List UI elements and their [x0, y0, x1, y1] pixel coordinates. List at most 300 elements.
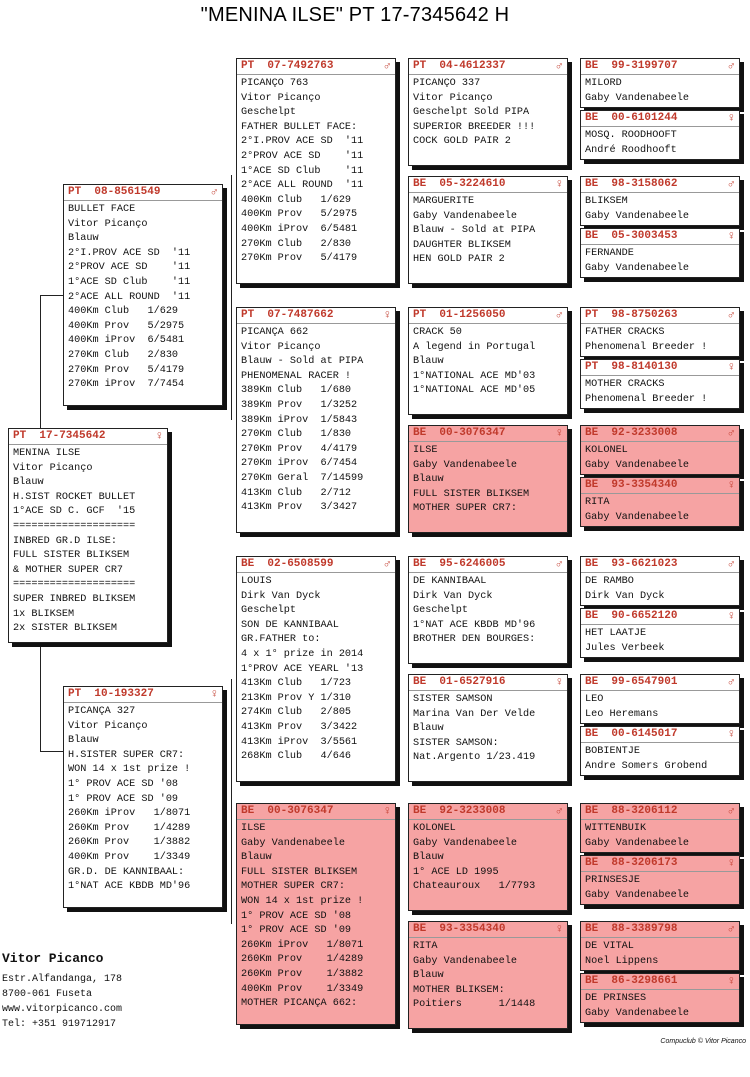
- card-line: 270Km Prov 4/4179: [241, 443, 358, 455]
- card-line: Dirk Van Dyck: [413, 590, 493, 602]
- card-header: [409, 558, 567, 573]
- ring-number: 08-8561549: [94, 186, 161, 198]
- card-header: [409, 427, 567, 442]
- card-line: 4 x 1° prize in 2014: [241, 648, 364, 660]
- card-line: FULL SISTER BLIKSEM: [241, 866, 358, 878]
- card-line: SON DE KANNIBAAL: [241, 619, 339, 631]
- card-line: Gaby Vandenabeele: [585, 92, 689, 104]
- pedigree-card-gen5[interactable]: [580, 803, 740, 853]
- card-header: [237, 60, 395, 75]
- card-line: ====================: [13, 579, 136, 591]
- female-icon: ♀: [383, 804, 391, 818]
- card-line: Vitor Picanço: [413, 92, 493, 104]
- card-line: 413Km Prov 3/3427: [241, 502, 358, 514]
- pigeon-name: HET LAATJE: [585, 628, 647, 639]
- pigeon-name: RITA: [585, 497, 610, 508]
- card-line: SUPER INBRED BLIKSEM: [13, 593, 136, 605]
- card-line: INBRED GR.D ILSE:: [13, 535, 117, 547]
- card-line: Gaby Vandenabeele: [585, 210, 689, 222]
- pedigree-card-sire[interactable]: [63, 184, 223, 406]
- card-line: Gaby Vandenabeele: [413, 210, 517, 222]
- ring-number: 92-3233008: [611, 427, 678, 439]
- pigeon-name: LOUIS: [241, 576, 272, 587]
- pedigree-card-sd-dam[interactable]: [408, 425, 568, 533]
- ring-number: 00-3076347: [267, 805, 334, 817]
- pigeon-name: FERNANDE: [585, 248, 634, 259]
- pigeon-name: MILORD: [585, 78, 622, 89]
- pigeon-name: BOBIENTJE: [585, 746, 641, 757]
- card-line: 1°NAT ACE KBDB MD'96: [68, 881, 191, 893]
- country-code: BE: [413, 676, 427, 688]
- card-header: [581, 309, 739, 324]
- country-code: PT: [585, 309, 599, 321]
- card-header: [409, 309, 567, 324]
- card-line: Andre Somers Grobend: [585, 760, 708, 772]
- card-line: Gaby Vandenabeele: [585, 837, 689, 849]
- card-line: 260Km Prov 1/4289: [68, 822, 191, 834]
- card-header: [409, 923, 567, 938]
- card-line: 274Km Club 2/805: [241, 707, 352, 719]
- country-code: BE: [585, 558, 599, 570]
- card-line: COCK GOLD PAIR 2: [413, 136, 511, 148]
- country-code: BE: [413, 558, 427, 570]
- country-code: PT: [13, 430, 27, 442]
- pigeon-name: DE KANNIBAAL: [413, 576, 487, 587]
- ring-number: 92-3233008: [439, 805, 506, 817]
- country-code: PT: [68, 186, 82, 198]
- country-code: PT: [241, 60, 255, 72]
- pigeon-name: MARGUERITE: [413, 196, 475, 207]
- pedigree-card-sd-sire[interactable]: [408, 307, 568, 415]
- connector-line: [40, 751, 63, 752]
- pedigree-card-gen5[interactable]: [580, 608, 740, 658]
- country-code: BE: [241, 558, 255, 570]
- breeder-postal: 8700-061 Fuseta: [2, 989, 93, 1000]
- country-code: BE: [585, 60, 599, 72]
- pedigree-card-sire-dam[interactable]: [236, 307, 396, 533]
- ring-number: 88-3389798: [611, 923, 678, 935]
- card-header: [409, 676, 567, 691]
- card-line: PHENOMENAL RACER !: [241, 370, 352, 382]
- female-icon: ♀: [555, 426, 563, 440]
- pedigree-card-subject[interactable]: [8, 428, 168, 643]
- pedigree-card-ds-sire[interactable]: [408, 556, 568, 664]
- country-code: BE: [585, 676, 599, 688]
- card-line: WON 14 x 1st prize !: [241, 895, 364, 907]
- male-icon: ♂: [555, 308, 563, 322]
- card-header: [237, 309, 395, 324]
- pigeon-name: BULLET FACE: [68, 204, 136, 215]
- card-header: [581, 427, 739, 442]
- card-line: 2°PROV ACE SD '11: [241, 150, 364, 162]
- pigeon-name: DE PRINSES: [585, 993, 647, 1004]
- card-line: Gaby Vandenabeele: [413, 955, 517, 967]
- card-line: Vitor Picanço: [68, 720, 148, 732]
- card-header: [581, 923, 739, 938]
- card-line: 1°ACE SD Club '11: [68, 276, 191, 288]
- card-line: Blauw: [413, 852, 444, 864]
- female-icon: ♀: [155, 429, 163, 443]
- card-line: Gaby Vandenabeele: [585, 511, 689, 523]
- card-line: 270Km Prov 5/4179: [241, 253, 358, 265]
- card-line: DAUGHTER BLIKSEM: [413, 239, 511, 251]
- card-header: [9, 430, 167, 445]
- card-line: Blauw - Sold at PIPA: [413, 225, 536, 237]
- card-line: WON 14 x 1st prize !: [68, 764, 191, 776]
- male-icon: ♂: [727, 675, 735, 689]
- country-code: BE: [413, 178, 427, 190]
- pedigree-card-dd-dam[interactable]: [408, 921, 568, 1029]
- pedigree-card-gen5[interactable]: [580, 58, 740, 108]
- card-header: [64, 688, 222, 703]
- country-code: BE: [413, 427, 427, 439]
- card-line: 1° PROV ACE SD '08: [68, 778, 179, 790]
- card-line: 413Km Club 1/723: [241, 678, 352, 690]
- card-line: 270Km iProv 6/7454: [241, 458, 358, 470]
- female-icon: ♀: [727, 856, 735, 870]
- pedigree-card-sire-sire[interactable]: [236, 58, 396, 284]
- card-header: [409, 805, 567, 820]
- card-header: [237, 805, 395, 820]
- ring-number: 98-8750263: [611, 309, 678, 321]
- card-header: [581, 728, 739, 743]
- male-icon: ♂: [727, 922, 735, 936]
- country-code: PT: [413, 309, 427, 321]
- pedigree-card-gen5[interactable]: [580, 425, 740, 475]
- card-line: Gaby Vandenabeele: [413, 837, 517, 849]
- card-line: 389Km Club 1/680: [241, 385, 352, 397]
- card-line: Vitor Picanço: [68, 218, 148, 230]
- pedigree-card-gen5[interactable]: [580, 307, 740, 357]
- card-line: 260Km Prov 1/4289: [241, 954, 364, 966]
- card-line: 1°NAT ACE KBDB MD'96: [413, 619, 536, 631]
- country-code: BE: [585, 923, 599, 935]
- breeder-phone: Tel: +351 919712917: [2, 1019, 117, 1030]
- card-line: 389Km iProv 1/5843: [241, 414, 358, 426]
- card-line: MOTHER SUPER CR7:: [241, 881, 345, 893]
- country-code: BE: [585, 728, 599, 740]
- male-icon: ♂: [727, 557, 735, 571]
- female-icon: ♀: [727, 111, 735, 125]
- card-line: A legend in Portugal: [413, 341, 536, 353]
- card-header: [581, 805, 739, 820]
- card-line: 413Km Prov 3/3422: [241, 721, 358, 733]
- card-line: Marina Van Der Velde: [413, 708, 536, 720]
- card-line: Gaby Vandenabeele: [585, 459, 689, 471]
- country-code: BE: [585, 805, 599, 817]
- female-icon: ♀: [210, 687, 218, 701]
- male-icon: ♂: [727, 177, 735, 191]
- pedigree-card-gen5[interactable]: [580, 674, 740, 724]
- ring-number: 07-7492763: [267, 60, 334, 72]
- pedigree-card-gen5[interactable]: [580, 726, 740, 776]
- card-line: MOTHER BLIKSEM:: [413, 984, 505, 996]
- card-header: [409, 178, 567, 193]
- card-line: 1° ACE LD 1995: [413, 866, 499, 878]
- pigeon-name: PICANÇO 337: [413, 78, 481, 89]
- card-line: ====================: [13, 520, 136, 532]
- card-line: & MOTHER SUPER CR7: [13, 564, 124, 576]
- card-line: H.SISTER SUPER CR7:: [68, 749, 185, 761]
- card-line: Gaby Vandenabeele: [585, 262, 689, 274]
- ring-number: 00-3076347: [439, 427, 506, 439]
- connector-line: [231, 175, 232, 420]
- card-line: Gaby Vandenabeele: [585, 889, 689, 901]
- country-code: BE: [585, 178, 599, 190]
- ring-number: 02-6508599: [267, 558, 334, 570]
- country-code: BE: [241, 805, 255, 817]
- pedigree-card-ss-sire[interactable]: [408, 58, 568, 166]
- card-line: Dirk Van Dyck: [585, 590, 665, 602]
- pigeon-name: KOLONEL: [413, 823, 456, 834]
- pedigree-card-dam-dam[interactable]: [236, 803, 396, 1025]
- ring-number: 90-6652120: [611, 610, 678, 622]
- pedigree-card-dd-sire[interactable]: [408, 803, 568, 911]
- ring-number: 93-6621023: [611, 558, 678, 570]
- pigeon-name: MOTHER CRACKS: [585, 379, 665, 390]
- male-icon: ♂: [727, 59, 735, 73]
- card-line: Blauw: [13, 477, 44, 489]
- country-code: PT: [241, 309, 255, 321]
- pigeon-name: RITA: [413, 941, 438, 952]
- card-line: Vitor Picanço: [241, 92, 321, 104]
- card-header: [64, 186, 222, 201]
- pigeon-name: DE RAMBO: [585, 576, 634, 587]
- card-line: 1° PROV ACE SD '08: [241, 910, 352, 922]
- card-line: 400Km Prov 5/2975: [68, 320, 185, 332]
- card-line: Leo Heremans: [585, 708, 659, 720]
- card-line: Gaby Vandenabeele: [413, 459, 517, 471]
- country-code: BE: [585, 857, 599, 869]
- card-line: 1° PROV ACE SD '09: [241, 925, 352, 937]
- pedigree-card-dam[interactable]: [63, 686, 223, 908]
- card-line: Geschelpt: [413, 605, 469, 617]
- card-header: [237, 558, 395, 573]
- male-icon: ♂: [555, 557, 563, 571]
- country-code: BE: [585, 112, 599, 124]
- pigeon-name: PICANÇO 763: [241, 78, 309, 89]
- breeder-website-link[interactable]: www.vitorpicanco.com: [2, 1004, 123, 1015]
- card-line: Chateauroux 1/7793: [413, 881, 536, 893]
- card-line: 2°I.PROV ACE SD '11: [68, 247, 191, 259]
- country-code: BE: [585, 610, 599, 622]
- male-icon: ♂: [383, 557, 391, 571]
- card-header: [581, 178, 739, 193]
- page-title: "MENINA ILSE" PT 17-7345642 H: [200, 4, 510, 26]
- country-code: BE: [585, 230, 599, 242]
- breeder-address: Estr.Alfandanga, 178: [2, 974, 123, 985]
- ring-number: 99-6547901: [611, 676, 678, 688]
- card-header: [581, 610, 739, 625]
- card-line: SISTER SAMSON:: [413, 737, 499, 749]
- card-line: Dirk Van Dyck: [241, 590, 321, 602]
- card-line: 389Km Prov 1/3252: [241, 399, 358, 411]
- card-header: [581, 857, 739, 872]
- ring-number: 07-7487662: [267, 309, 334, 321]
- connector-line: [40, 643, 41, 751]
- card-line: 260Km iProv 1/8071: [241, 939, 364, 951]
- card-line: FULL SISTER BLIKSEM: [13, 550, 130, 562]
- pigeon-name: PICANÇA 327: [68, 706, 136, 717]
- ring-number: 04-4612337: [439, 60, 506, 72]
- card-line: Geschelpt: [241, 605, 297, 617]
- pedigree-card-gen5[interactable]: [580, 973, 740, 1023]
- pigeon-name: CRACK 50: [413, 327, 462, 338]
- pedigree-card-gen5[interactable]: [580, 110, 740, 160]
- card-line: Phenomenal Breeder !: [585, 393, 708, 405]
- ring-number: 93-3354340: [439, 923, 506, 935]
- pigeon-name: BLIKSEM: [585, 196, 628, 207]
- card-header: [581, 676, 739, 691]
- pigeon-name: ILSE: [241, 823, 266, 834]
- pigeon-name: KOLONEL: [585, 445, 628, 456]
- card-line: 400Km Club 1/629: [68, 306, 179, 318]
- card-line: Blauw - Sold at PIPA: [241, 356, 364, 368]
- card-line: H.SIST ROCKET BULLET: [13, 491, 136, 503]
- card-line: 1°ACE SD Club '11: [241, 165, 364, 177]
- card-line: 400Km Prov 5/2975: [241, 209, 358, 221]
- female-icon: ♀: [727, 974, 735, 988]
- card-line: HEN GOLD PAIR 2: [413, 254, 505, 266]
- card-line: 2°PROV ACE SD '11: [68, 262, 191, 274]
- card-line: 1°NATIONAL ACE MD'03: [413, 370, 536, 382]
- country-code: BE: [585, 479, 599, 491]
- card-line: 270Km Geral 7/14599: [241, 472, 364, 484]
- ring-number: 05-3224610: [439, 178, 506, 190]
- card-line: Geschelpt Sold PIPA: [413, 107, 530, 119]
- card-line: MOTHER PICANÇA 662:: [241, 998, 358, 1010]
- card-line: 260Km Prov 1/3882: [68, 837, 191, 849]
- ring-number: 88-3206112: [611, 805, 678, 817]
- card-line: 2°ACE ALL ROUND '11: [241, 180, 364, 192]
- card-line: 270Km Club 1/830: [241, 429, 352, 441]
- card-line: BROTHER DEN BOURGES:: [413, 634, 536, 646]
- pigeon-name: MENINA ILSE: [13, 448, 81, 459]
- country-code: BE: [413, 923, 427, 935]
- card-line: Blauw: [413, 970, 444, 982]
- female-icon: ♀: [727, 229, 735, 243]
- card-line: Geschelpt: [241, 107, 297, 119]
- card-line: Gaby Vandenabeele: [585, 1007, 689, 1019]
- card-line: 1°NATIONAL ACE MD'05: [413, 385, 536, 397]
- card-line: GR.D. DE KANNIBAAL:: [68, 866, 185, 878]
- card-line: 400Km Prov 1/3349: [241, 983, 364, 995]
- card-line: 2x SISTER BLIKSEM: [13, 623, 117, 635]
- ring-number: 95-6246005: [439, 558, 506, 570]
- card-line: 400Km Prov 1/3349: [68, 851, 191, 863]
- male-icon: ♂: [727, 308, 735, 322]
- card-line: FATHER BULLET FACE:: [241, 121, 358, 133]
- card-line: Blauw: [68, 735, 99, 747]
- female-icon: ♀: [555, 922, 563, 936]
- card-line: Blauw: [413, 723, 444, 735]
- card-header: [581, 60, 739, 75]
- country-code: PT: [585, 361, 599, 373]
- pigeon-name: PICANÇA 662: [241, 327, 309, 338]
- country-code: BE: [585, 427, 599, 439]
- card-header: [581, 230, 739, 245]
- female-icon: ♀: [555, 675, 563, 689]
- female-icon: ♀: [727, 609, 735, 623]
- card-header: [581, 479, 739, 494]
- card-line: Blauw: [68, 233, 99, 245]
- card-line: FULL SISTER BLIKSEM: [413, 488, 530, 500]
- card-line: Blauw: [413, 474, 444, 486]
- card-header: [409, 60, 567, 75]
- pedigree-card-gen5[interactable]: [580, 359, 740, 409]
- card-line: Phenomenal Breeder !: [585, 341, 708, 353]
- card-header: [581, 112, 739, 127]
- pedigree-card-gen5[interactable]: [580, 176, 740, 226]
- pigeon-name: PRINSESJE: [585, 875, 641, 886]
- pedigree-card-dam-sire[interactable]: [236, 556, 396, 782]
- card-line: 400Km iProv 6/5481: [241, 223, 358, 235]
- pigeon-name: SISTER SAMSON: [413, 694, 493, 705]
- card-line: 2°ACE ALL ROUND '11: [68, 291, 191, 303]
- card-line: 260Km iProv 1/8071: [68, 808, 191, 820]
- card-line: Noel Lippens: [585, 955, 659, 967]
- ring-number: 01-6527916: [439, 676, 506, 688]
- ring-number: 05-3003453: [611, 230, 678, 242]
- ring-number: 99-3199707: [611, 60, 678, 72]
- pedigree-card-gen5[interactable]: [580, 556, 740, 606]
- country-code: BE: [413, 805, 427, 817]
- pedigree-card-gen5[interactable]: [580, 921, 740, 971]
- female-icon: ♀: [383, 308, 391, 322]
- pedigree-card-gen5[interactable]: [580, 477, 740, 527]
- ring-number: 01-1256050: [439, 309, 506, 321]
- female-icon: ♀: [727, 478, 735, 492]
- ring-number: 86-3298661: [611, 975, 678, 987]
- breeder-name: Vitor Picanco: [2, 951, 104, 966]
- card-line: 270Km iProv 7/7454: [68, 379, 185, 391]
- ring-number: 98-8140130: [611, 361, 678, 373]
- card-line: Jules Verbeek: [585, 642, 665, 654]
- card-line: 400Km Club 1/629: [241, 194, 352, 206]
- card-header: [581, 361, 739, 376]
- connector-line: [40, 295, 63, 296]
- card-line: Blauw: [241, 852, 272, 864]
- card-line: 260Km Prov 1/3882: [241, 968, 364, 980]
- pedigree-card-ds-dam[interactable]: [408, 674, 568, 782]
- card-header: [581, 558, 739, 573]
- pedigree-card-gen5[interactable]: [580, 228, 740, 278]
- card-line: Vitor Picanço: [241, 341, 321, 353]
- ring-number: 98-3158062: [611, 178, 678, 190]
- card-line: 270Km Club 2/830: [68, 349, 179, 361]
- country-code: PT: [68, 688, 82, 700]
- pigeon-name: LEO: [585, 694, 604, 705]
- card-line: 1°ACE SD C. GCF '15: [13, 506, 136, 518]
- country-code: PT: [413, 60, 427, 72]
- female-icon: ♀: [555, 177, 563, 191]
- card-line: Poitiers 1/1448: [413, 999, 536, 1011]
- card-line: 270Km Prov 5/4179: [68, 364, 185, 376]
- male-icon: ♂: [555, 804, 563, 818]
- female-icon: ♀: [727, 727, 735, 741]
- card-line: Gaby Vandenabeele: [241, 837, 345, 849]
- card-line: 400Km iProv 6/5481: [68, 335, 185, 347]
- card-line: 1°PROV ACE YEARL '13: [241, 663, 364, 675]
- pedigree-card-ss-dam[interactable]: [408, 176, 568, 284]
- card-line: 413Km iProv 3/5561: [241, 736, 358, 748]
- card-line: SUPERIOR BREEDER !!!: [413, 121, 536, 133]
- card-line: 1x BLIKSEM: [13, 608, 75, 620]
- pedigree-card-gen5[interactable]: [580, 855, 740, 905]
- country-code: BE: [585, 975, 599, 987]
- pigeon-name: DE VITAL: [585, 941, 634, 952]
- pigeon-name: FATHER CRACKS: [585, 327, 665, 338]
